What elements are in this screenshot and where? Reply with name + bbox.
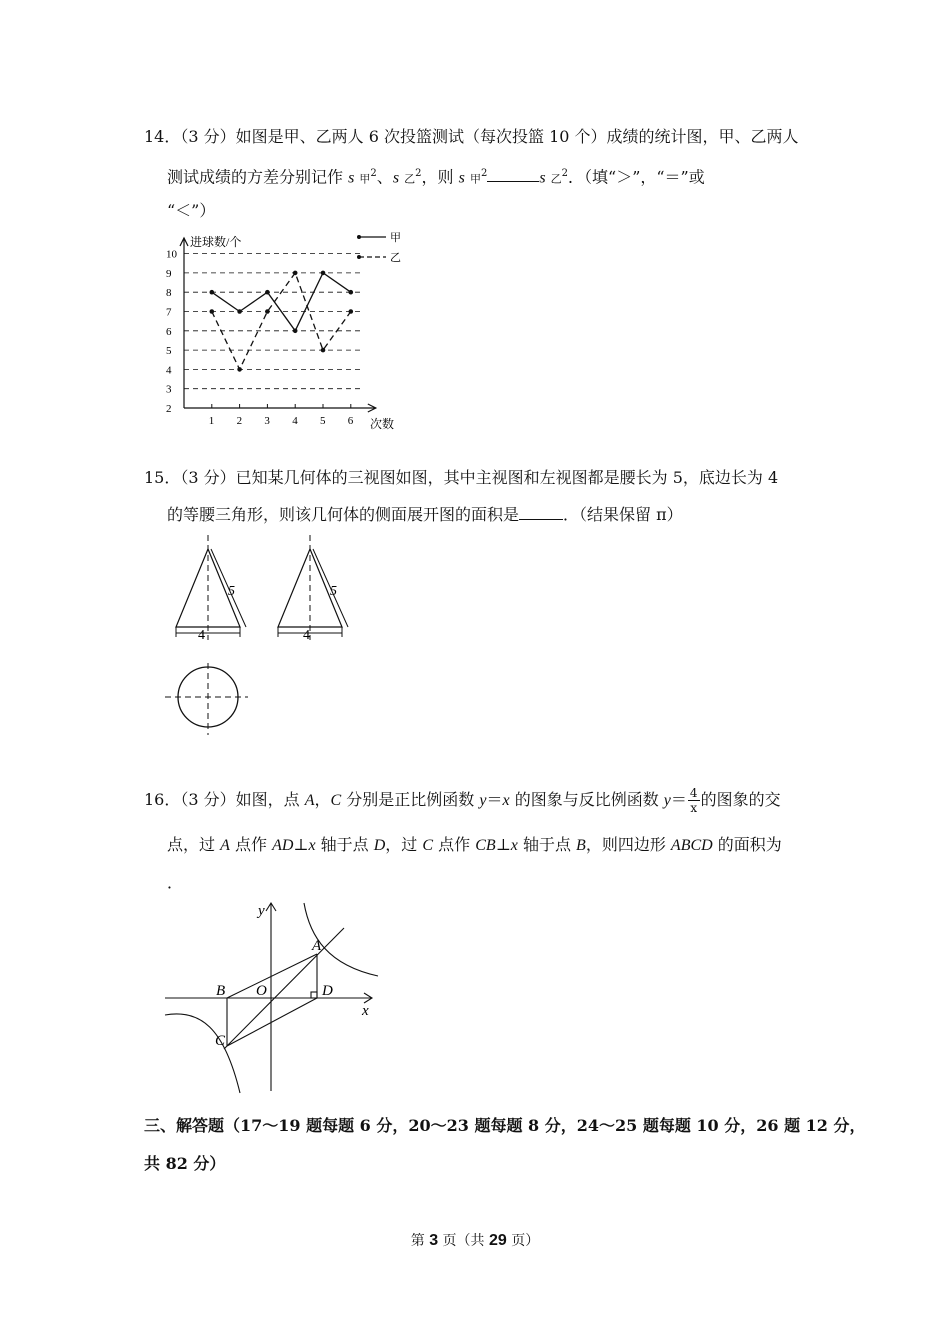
- q14-text: 测试成绩的方差分别记作: [167, 167, 349, 187]
- y-tick-label: 6: [166, 325, 172, 338]
- q16-line-2: 点，过 A 点作 AD⊥x 轴于点 D，过 C 点作 CB⊥x 轴于点 B，则四边形 ABCD 的面积为: [167, 835, 782, 854]
- x-tick-label: 4: [292, 415, 298, 427]
- score-line-chart: [160, 228, 410, 434]
- x-tick-label: 2: [236, 415, 243, 427]
- q16-line-1: 16．（3 分）如图，点 A，C 分别是正比例函数 y＝x 的图象与反比例函数 y＝ $\frac{4}{x}$ 的图象的交: [144, 786, 781, 815]
- legend-marker: [357, 235, 361, 239]
- data-point: [237, 367, 242, 372]
- data-point: [237, 309, 242, 314]
- data-point: [321, 348, 326, 353]
- chart-y-ticks: [166, 249, 178, 415]
- q15-line-2: 的等腰三角形，则该几何体的侧面展开图的面积是 ．（结果保留 π）: [167, 505, 683, 524]
- data-point: [349, 309, 354, 314]
- label-y: y: [258, 903, 265, 919]
- chart-series: [210, 271, 354, 372]
- chart-y-label: 进球数/个: [190, 235, 242, 249]
- q14-line-2: 测试成绩的方差分别记作 s 甲$^2$、s 乙$^2$，则 s 甲$^2$ s 乙$^2$．（填“＞”，“＝”或: [167, 167, 705, 187]
- y-tick-label: 3: [166, 383, 172, 396]
- x-tick-label: 6: [347, 415, 354, 427]
- front-view: [176, 535, 246, 640]
- y-tick-label: 7: [166, 306, 172, 319]
- page-footer: 第 3 页（共 29 页）: [410, 1232, 540, 1249]
- section-heading-cont: 共 82 分）: [144, 1154, 226, 1173]
- q16-line-3: ．: [167, 873, 184, 892]
- label-x: x: [362, 1003, 369, 1019]
- data-point: [321, 271, 326, 276]
- chart-legend: [357, 231, 401, 264]
- label-A: A: [312, 938, 322, 954]
- label-O: O: [256, 983, 267, 999]
- segment-CD: [227, 998, 317, 1046]
- answer-blank[interactable]: [519, 505, 563, 520]
- chart-grid: [184, 254, 362, 389]
- data-point: [210, 309, 215, 314]
- legend-label: 甲: [390, 232, 401, 244]
- legend-label: 乙: [390, 252, 401, 264]
- y-tick-label: 4: [166, 364, 172, 377]
- data-point: [265, 309, 270, 314]
- x-tick-label: 5: [320, 415, 326, 427]
- series-line: [212, 273, 351, 370]
- y-tick-label: 10: [166, 248, 177, 261]
- legend-marker: [357, 255, 361, 259]
- label-D: D: [322, 983, 333, 999]
- fraction: $\frac{4}{x}$: [689, 786, 698, 815]
- left-side-label: 5: [330, 584, 337, 599]
- left-base-label: 4: [303, 628, 310, 643]
- segment-AB: [227, 954, 317, 998]
- right-angle-D: [311, 992, 317, 998]
- chart-x-label: 次数: [370, 417, 395, 431]
- function-graph-figure: [160, 897, 390, 1097]
- series-line: [212, 273, 351, 331]
- data-point: [293, 329, 298, 334]
- answer-blank[interactable]: [487, 167, 539, 182]
- y-tick-label: 2: [166, 403, 172, 415]
- left-view: [278, 535, 348, 640]
- data-point: [210, 290, 215, 295]
- q14-line-3: “＜”）: [167, 201, 216, 220]
- label-B: B: [216, 983, 226, 999]
- label-C: C: [215, 1033, 226, 1049]
- front-base-label: 4: [198, 628, 205, 643]
- y-tick-label: 9: [166, 267, 172, 280]
- data-point: [265, 290, 270, 295]
- top-view: [165, 663, 248, 735]
- page-number: 3: [429, 1232, 439, 1249]
- data-point: [349, 290, 354, 295]
- y-tick-label: 5: [166, 345, 172, 358]
- hyperbola-lower: [165, 1014, 240, 1093]
- chart-axes: [180, 238, 376, 412]
- front-side-label: 5: [228, 584, 235, 599]
- data-point: [293, 271, 298, 276]
- q14-line-1: 14．（3 分）如图是甲、乙两人 6 次投篮测试（每次投篮 10 个）成绩的统计图，甲、乙两人: [144, 127, 799, 146]
- x-tick-label: 3: [264, 415, 270, 427]
- x-tick-label: 1: [208, 415, 215, 427]
- page-total: 29: [489, 1232, 507, 1249]
- section-heading: 三、解答题（17～19 题每题 6 分，20～23 题每题 8 分，24～25 题每题 10 分，26 题 12 分，: [144, 1116, 866, 1135]
- q15-line-1: 15．（3 分）已知某几何体的三视图如图，其中主视图和左视图都是腰长为 5，底边长为 4: [144, 468, 779, 487]
- three-view-figure: [160, 535, 370, 740]
- y-tick-label: 8: [166, 287, 172, 300]
